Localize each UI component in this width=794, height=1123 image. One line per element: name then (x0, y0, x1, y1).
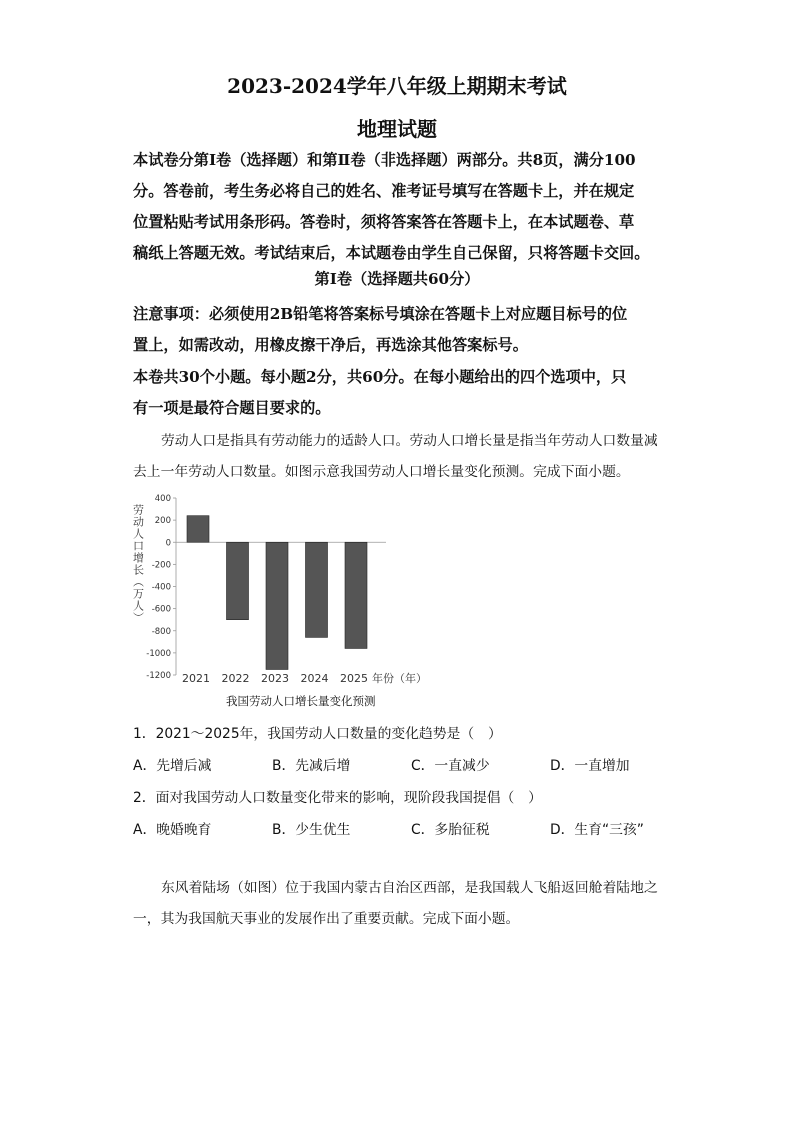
notice-line: 注意事项：必须使用2B铅笔将答案标号填涂在答题卡上对应题目标号的位 (133, 305, 628, 323)
x-tick-label: 2021 (182, 672, 210, 685)
chart-svg (128, 492, 428, 692)
y-tick-label: -600 (151, 604, 171, 615)
q2-option-c[interactable]: C．多胎征税 (411, 822, 490, 838)
y-tick-label: -1000 (146, 648, 171, 659)
notice-paragraph (133, 299, 663, 361)
passage-2 (133, 873, 663, 935)
bar-2023 (266, 542, 288, 669)
labor-growth-chart (128, 492, 428, 692)
notice-line: 置上，如需改动，用橡皮擦干净后，再选涂其他答案标号。 (133, 336, 528, 354)
passage-line: 一，其为我国航天事业的发展作出了重要贡献。完成下面小题。 (133, 911, 520, 927)
chart-caption: 我国劳动人口增长量变化预测 (226, 694, 376, 708)
q2-option-d[interactable]: D．生育“三孩” (550, 822, 644, 838)
y-tick-label: 0 (165, 538, 171, 549)
intro-line: 本试卷分第Ⅰ卷（选择题）和第Ⅱ卷（非选择题）两部分。共8页，满分100 (133, 151, 636, 169)
instruction-line: 有一项是最符合题目要求的。 (133, 399, 331, 417)
passage-line: 劳动人口是指具有劳动能力的适龄人口。劳动人口增长量是指当年劳动人口数量减 (161, 433, 658, 449)
bar-2025 (345, 542, 367, 648)
y-axis-label: 劳动人口增长（万人） (131, 504, 145, 624)
x-tick-label: 2023 (261, 672, 289, 685)
exam-title: 2023-2024学年八年级上期期末考试 (227, 74, 567, 98)
y-tick-label: -1200 (146, 671, 171, 681)
y-tick-label: 400 (154, 494, 171, 504)
q1-option-c[interactable]: C．一直减少 (411, 758, 490, 774)
q1-option-a[interactable]: A．先增后减 (133, 758, 212, 774)
passage-1 (133, 426, 663, 488)
passage-line: 东风着陆场（如图）位于我国内蒙古自治区西部，是我国载人飞船返回舱着陆地之 (161, 880, 658, 896)
intro-line: 位置粘贴考试用条形码。答卷时，须将答案答在答题卡上，在本试题卷、草 (133, 213, 635, 231)
bar-2024 (306, 542, 328, 637)
section-heading: 第Ⅰ卷（选择题共60分） (314, 270, 480, 288)
y-tick-label: -200 (151, 560, 171, 571)
y-tick-label: -800 (151, 626, 171, 637)
intro-line: 分。答卷前，考生务必将自己的姓名、准考证号填写在答题卡上，并在规定 (133, 182, 635, 200)
y-tick-label: -400 (151, 582, 171, 593)
y-tick-label: 200 (154, 516, 171, 527)
x-tick-label: 2022 (221, 672, 250, 685)
bar-2022 (227, 542, 249, 619)
q2-option-a[interactable]: A．晚婚晚育 (133, 822, 212, 838)
question-1-stem: 1．2021～2025年，我国劳动人口数量的变化趋势是（ ） (133, 726, 502, 742)
instruction-paragraph (133, 362, 663, 424)
bar-2021 (187, 516, 209, 543)
question-2-stem: 2．面对我国劳动人口数量变化带来的影响，现阶段我国提倡（ ） (133, 790, 542, 806)
x-axis-label: 年份（年） (372, 672, 427, 685)
x-tick-label: 2025 (340, 672, 368, 685)
passage-line: 去上一年劳动人口数量。如图示意我国劳动人口增长量变化预测。完成下面小题。 (133, 464, 630, 480)
q1-option-d[interactable]: D．一直增加 (550, 758, 630, 774)
exam-subtitle: 地理试题 (357, 117, 437, 141)
intro-paragraph (133, 145, 663, 269)
intro-line: 稿纸上答题无效。考试结束后，本试题卷由学生自己保留，只将答题卡交回。 (133, 244, 650, 262)
instruction-line: 本卷共30个小题。每小题2分，共60分。在每小题给出的四个选项中，只 (133, 368, 627, 386)
q1-option-b[interactable]: B．先减后增 (272, 758, 351, 774)
x-tick-label: 2024 (300, 672, 329, 685)
q2-option-b[interactable]: B．少生优生 (272, 822, 351, 838)
